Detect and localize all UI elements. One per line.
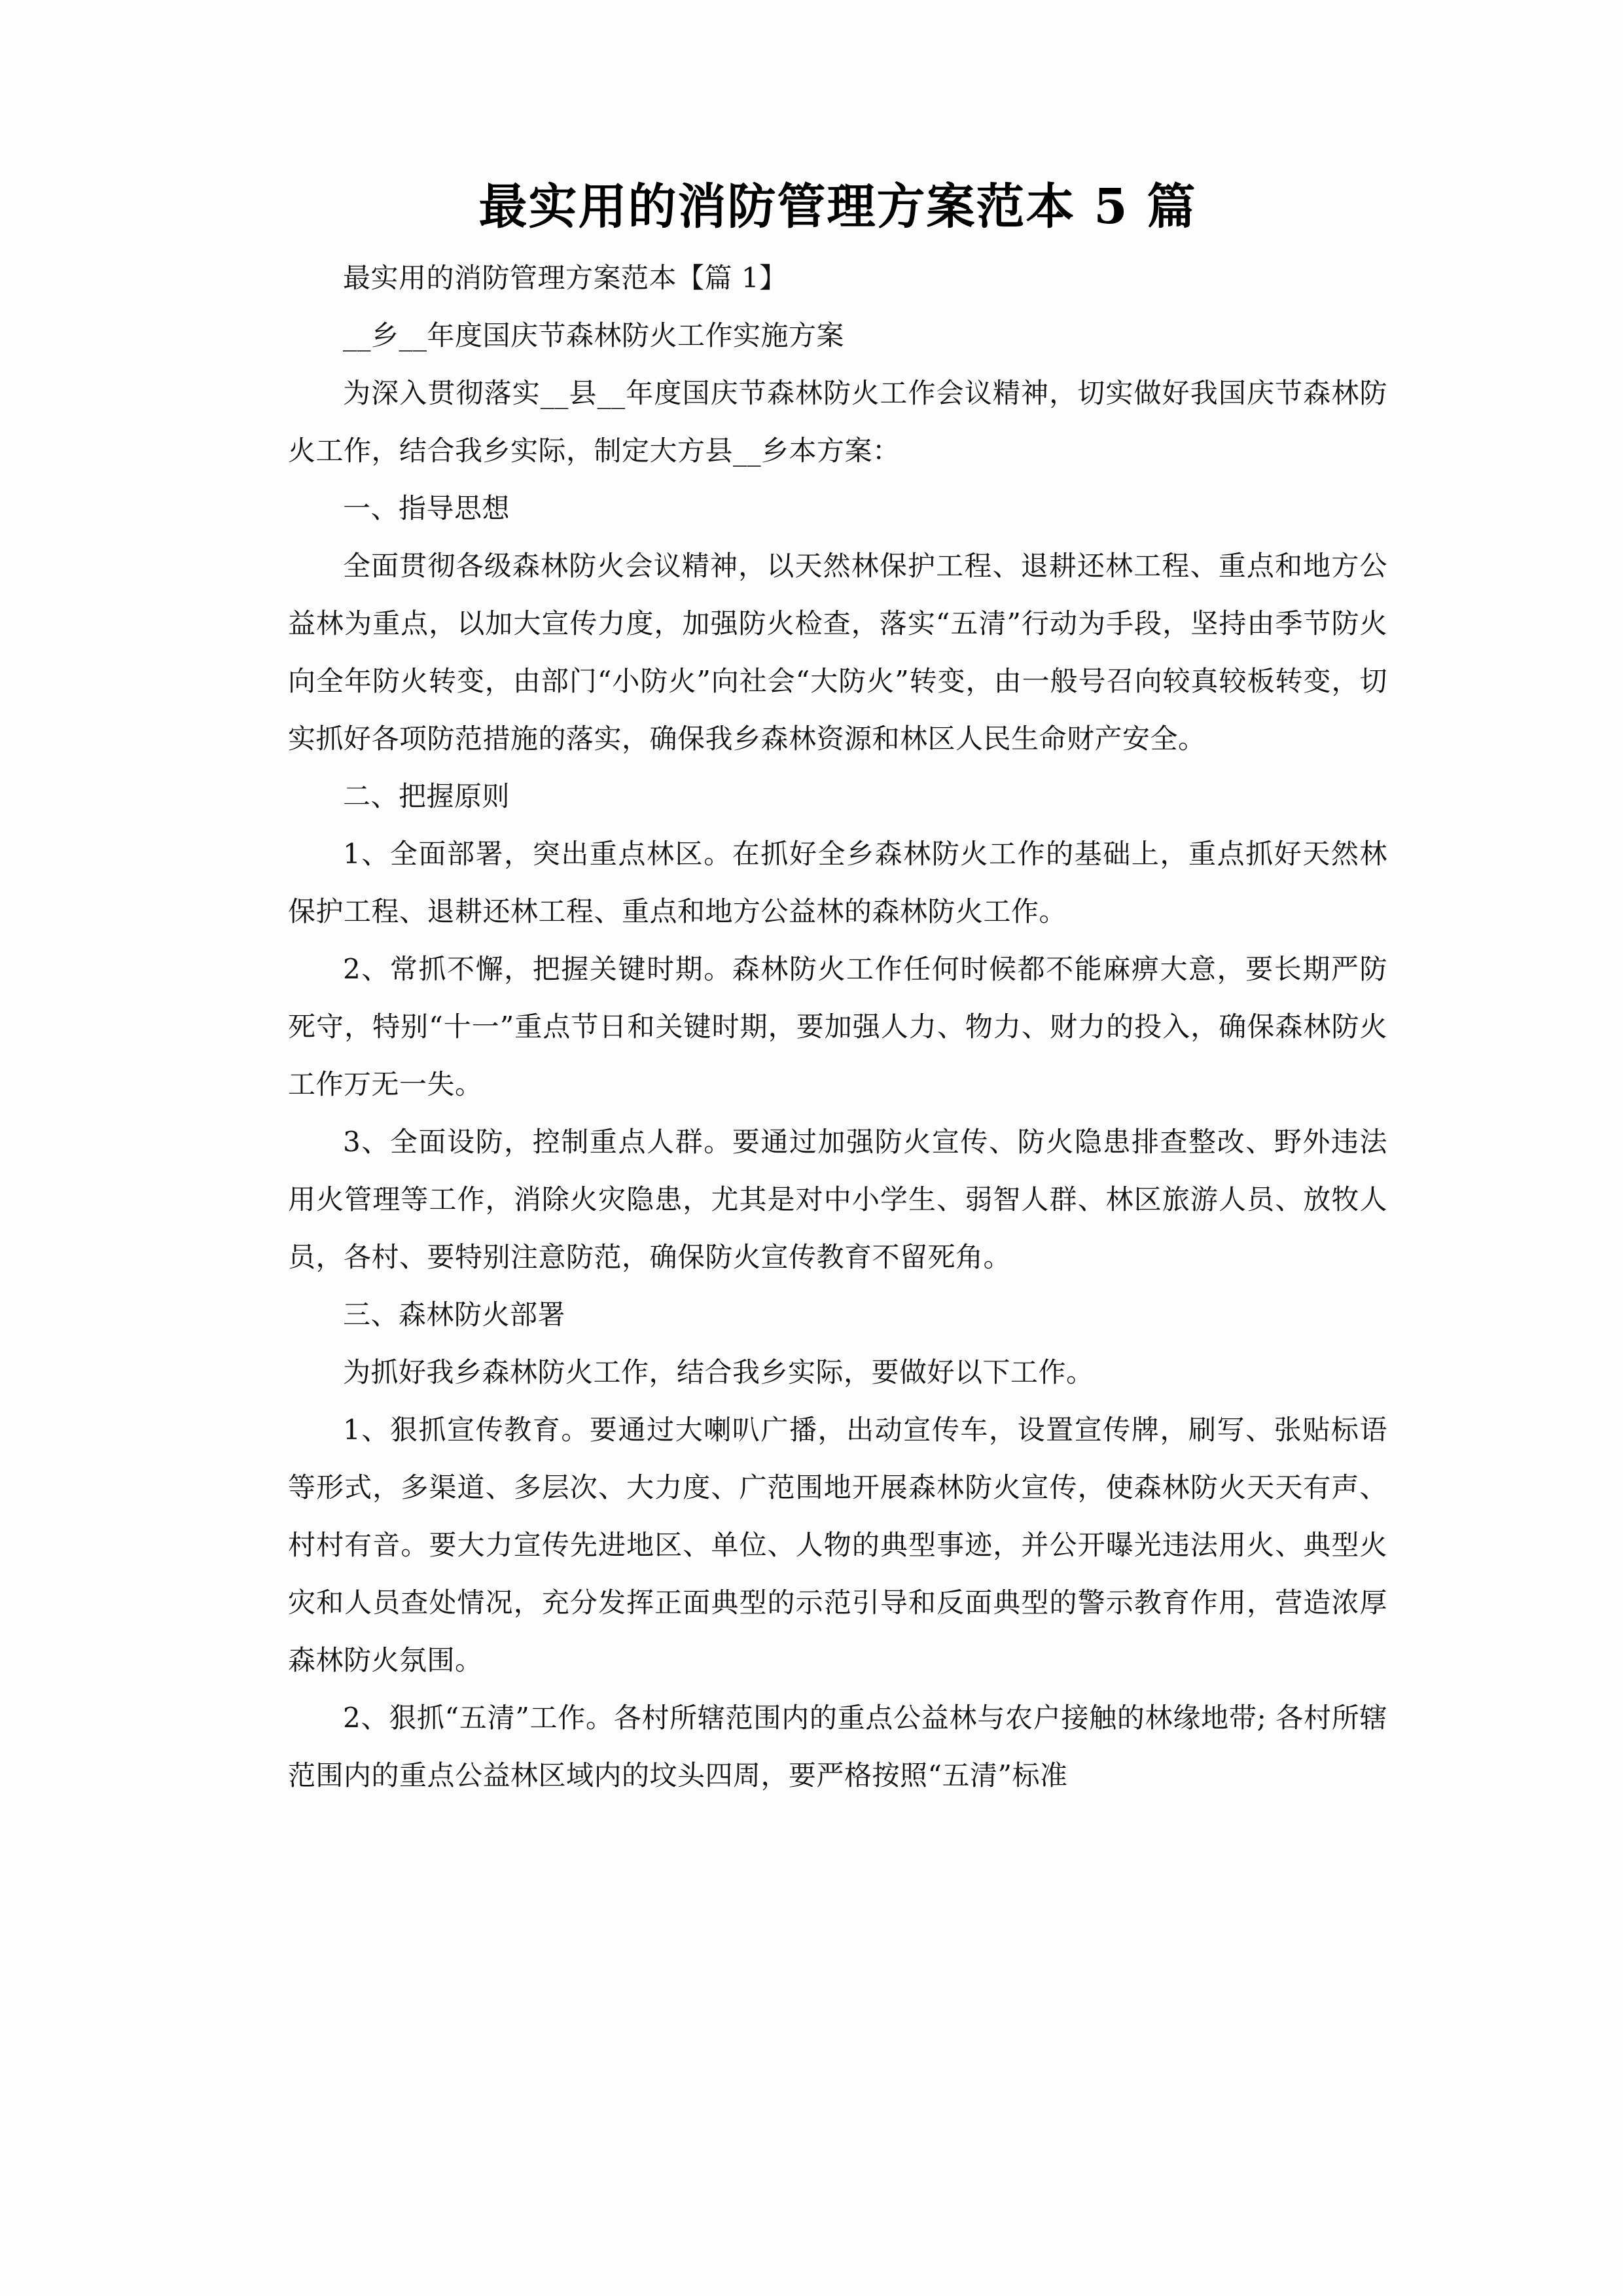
page-title: 最实用的消防管理方案范本 5 篇 [478, 179, 1197, 235]
paragraph-intro: 为深入贯彻落实__县__年度国庆节森林防火工作会议精神，切实做好我国庆节森林防火工作，结合我乡实际，制定大方县__乡本方案： [288, 376, 1387, 467]
list-item-two-one: 1、全面部署，突出重点林区。在抓好全乡森林防火工作的基础上，重点抓好天然林保护工程、退耕还林工程、重点和地方公益林的森林防火工作。 [288, 837, 1387, 927]
document-body [288, 177, 1387, 1804]
list-item-two-two: 2、常抓不懈，把握关键时期。森林防火工作任何时候都不能麻痹大意，要长期严防死守，特别“十一”重点节日和关键时期，要加强人力、物力、财力的投入，确保森林防火工作万无一失。 [288, 952, 1387, 1100]
heading-section-two: 二、把握原则 [343, 780, 510, 812]
paragraph-section-one-body: 全面贯彻各级森林防火会议精神，以天然林保护工程、退耕还林工程、重点和地方公益林为重点，以加大宣传力度，加强防火检查，落实“五清”行动为手段，坚持由季节防火向全年防火转变，由部门“小防火”向社会“大防火”转变，由一般号召向较真较板转变，切实抓好各项防范措施的落实，确保我乡森林资源和林区人民生命财产安全。 [288, 549, 1387, 755]
list-item-three-two: 2、狠抓“五清”工作。各村所辖范围内的重点公益林与农户接触的林缘地带; 各村所辖范围内的重点公益林区域内的坟头四周，要严格按照“五清”标准 [288, 1701, 1387, 1791]
paragraph-subtitle-pian1: 最实用的消防管理方案范本【篇 1】 [343, 261, 787, 294]
heading-section-three: 三、森林防火部署 [343, 1298, 566, 1331]
list-item-three-one: 1、狠抓宣传教育。要通过大喇叭广播，出动宣传车，设置宣传牌，刷写、张贴标语等形式，多渠道、多层次、大力度、广范围地开展森林防火宣传，使森林防火天天有声、村村有音。要大力宣传先进地区、单位、人物的典型事迹，并公开曝光违法用火、典型火灾和人员查处情况，充分发挥正面典型的示范引导和反面典型的警示教育作用，营造浓厚森林防火氛围。 [288, 1413, 1387, 1676]
heading-section-one: 一、指导思想 [343, 492, 510, 524]
paragraph-plan-title: __乡__年度国庆节森林防火工作实施方案 [343, 319, 845, 351]
paragraph-section-three-body: 为抓好我乡森林防火工作，结合我乡实际，要做好以下工作。 [343, 1355, 1094, 1388]
list-item-two-three: 3、全面设防，控制重点人群。要通过加强防火宣传、防火隐患排查整改、野外违法用火管理等工作，消除火灾隐患，尤其是对中小学生、弱智人群、林区旅游人员、放牧人员，各村、要特别注意防范，确保防火宣传教育不留死角。 [288, 1125, 1387, 1273]
